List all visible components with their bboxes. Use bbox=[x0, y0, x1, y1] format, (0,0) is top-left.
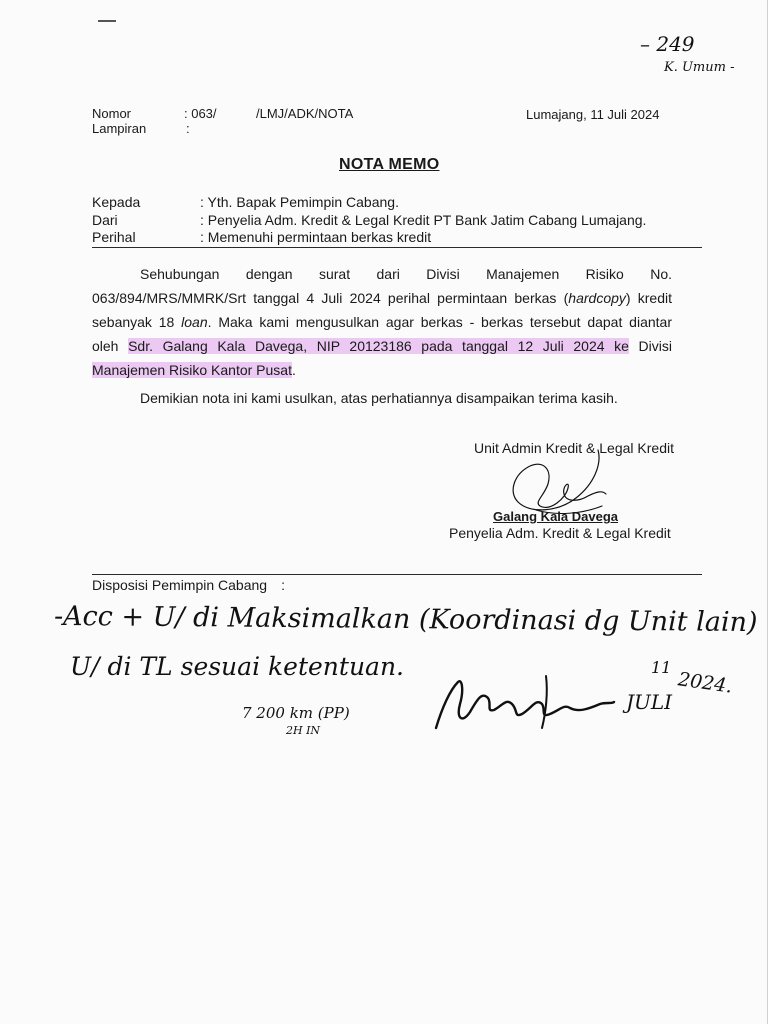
dari-label: Dari bbox=[92, 212, 118, 228]
highlighted-text: Sdr. Galang Kala Davega, NIP 20123186 pada tanggal 12 Juli 2024 ke bbox=[128, 338, 629, 354]
dari-value: : Penyelia Adm. Kredit & Legal Kredit PT Bank Jatim Cabang Lumajang. bbox=[200, 212, 647, 228]
lampiran-label: Lampiran bbox=[92, 121, 147, 136]
highlighted-text: Manajemen Risiko Kantor Pusat bbox=[92, 362, 292, 378]
disposition-divider bbox=[92, 574, 702, 575]
body-line-5: Manajemen Risiko Kantor Pusat. bbox=[92, 362, 296, 378]
handwritten-unit: K. Umum - bbox=[664, 60, 735, 75]
kepada-value: : Yth. Bapak Pemimpin Cabang. bbox=[200, 194, 399, 210]
nomor-code: /LMJ/ADK/NOTA bbox=[256, 106, 354, 121]
handwritten-date-day: 11 bbox=[651, 658, 672, 677]
handwritten-disposition-line-2: U/ di TL sesuai ketentuan. bbox=[70, 652, 404, 681]
closing-line: Demikian nota ini kami usulkan, atas perhatiannya disampaikan terima kasih. bbox=[140, 390, 618, 406]
handwritten-date-month: JULI bbox=[626, 690, 673, 714]
handwritten-note: 7 200 km (PP) bbox=[242, 704, 350, 722]
nomor-value: : 063/ bbox=[184, 106, 217, 121]
handwritten-note-2: 2H IN bbox=[286, 724, 321, 737]
body-line-3: sebanyak 18 loan. Maka kami mengusulkan agar berkas - berkas tersebut dapat diantar bbox=[92, 314, 672, 330]
handwritten-disposition-line-1: -Acc + U/ di Maksimalkan (Koordinasi dg Unit lain) bbox=[53, 600, 758, 639]
header-divider bbox=[92, 247, 702, 248]
nomor-label: Nomor bbox=[92, 106, 132, 121]
scan-mark bbox=[98, 20, 116, 22]
signature-name: Galang Kala Davega bbox=[493, 509, 618, 524]
disposition-label: Disposisi Pemimpin Cabang : bbox=[92, 577, 285, 593]
place-date: Lumajang, 11 Juli 2024 bbox=[526, 107, 660, 122]
body-line-1: Sehubungan dengan surat dari Divisi Manajemen Risiko No. bbox=[140, 266, 672, 282]
body-line-2: 063/894/MRS/MMRK/Srt tanggal 4 Juli 2024 perihal permintaan berkas (hardcopy) kredit bbox=[92, 290, 672, 306]
handwritten-number: – 249 bbox=[640, 32, 695, 56]
manager-signature bbox=[428, 668, 618, 738]
handwritten-date-year: 2024. bbox=[676, 668, 734, 698]
lampiran-value: : bbox=[186, 121, 190, 136]
kepada-label: Kepada bbox=[92, 194, 141, 210]
perihal-label: Perihal bbox=[92, 229, 136, 245]
page-title: NOTA MEMO bbox=[339, 156, 440, 173]
signature-unit: Unit Admin Kredit & Legal Kredit bbox=[474, 440, 674, 456]
perihal-value: : Memenuhi permintaan berkas kredit bbox=[200, 229, 432, 245]
body-line-4: oleh Sdr. Galang Kala Davega, NIP 20123186 pada tanggal 12 Juli 2024 ke Divisi bbox=[92, 338, 672, 354]
signature-position: Penyelia Adm. Kredit & Legal Kredit bbox=[449, 525, 671, 541]
